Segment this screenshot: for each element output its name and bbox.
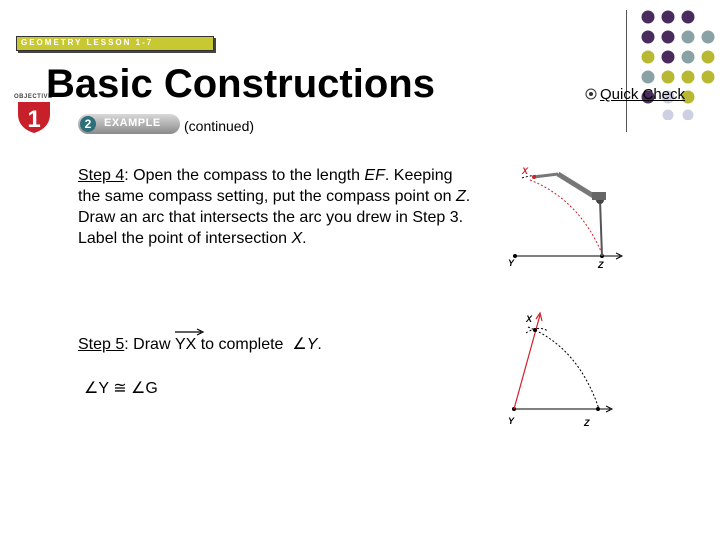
objective-number: 1 bbox=[27, 106, 41, 133]
construction-figure-step5 bbox=[500, 305, 620, 430]
point-x: X bbox=[291, 230, 303, 247]
fig1-label-y: Y bbox=[508, 258, 515, 268]
step4-label: Step 4 bbox=[78, 167, 125, 184]
step4-text-4: . bbox=[302, 230, 307, 247]
ray-label: YX bbox=[174, 336, 197, 353]
example-number: 2 bbox=[80, 116, 96, 132]
step4-text-3: . Draw an arc that intersects the arc you drew in Step 3. Label the point of intersection bbox=[78, 188, 471, 247]
fig2-label-y: Y bbox=[508, 416, 515, 426]
continued-label: (continued) bbox=[184, 118, 255, 134]
decorative-dot-grid bbox=[630, 8, 720, 120]
example-badge bbox=[78, 114, 180, 134]
lesson-banner bbox=[16, 36, 214, 51]
step5-paragraph bbox=[78, 334, 322, 354]
step5-text-3: . bbox=[317, 336, 322, 353]
decorative-divider bbox=[626, 10, 627, 132]
fig1-label-z: Z bbox=[598, 260, 604, 270]
ray-yx bbox=[175, 336, 196, 353]
fig2-label-x: X bbox=[526, 314, 533, 324]
congruence-statement bbox=[84, 378, 158, 398]
angle-y: Y bbox=[306, 336, 318, 353]
fig1-label-x: X bbox=[522, 166, 529, 176]
page-title: Basic Constructions bbox=[46, 62, 435, 106]
segment-ef: EF bbox=[364, 167, 385, 184]
angle-icon: ∠ bbox=[84, 380, 99, 397]
step4-text-1: : Open the compass to the length bbox=[124, 167, 365, 184]
lesson-tag: GEOMETRY LESSON 1-7 bbox=[21, 38, 154, 47]
angle-icon: ∠ bbox=[131, 380, 146, 397]
construction-figure-step4 bbox=[500, 160, 630, 275]
ray-arrow-icon bbox=[175, 327, 205, 337]
fig2-label-z: Z bbox=[584, 418, 590, 428]
point-z: Z bbox=[455, 188, 466, 205]
quick-check-link[interactable] bbox=[584, 86, 685, 103]
example-label: EXAMPLE bbox=[104, 117, 161, 129]
congruence-right: G bbox=[145, 380, 158, 397]
quick-check-label[interactable]: Quick Check bbox=[600, 86, 686, 103]
congruent-symbol: ≅ bbox=[113, 380, 127, 397]
step5-text-2: to complete bbox=[196, 336, 288, 353]
congruence-left: Y bbox=[98, 380, 109, 397]
step5-label: Step 5 bbox=[78, 336, 125, 353]
objective-label: OBJECTIVE bbox=[14, 94, 53, 100]
step5-text-1: : Draw bbox=[124, 336, 175, 353]
step4-text-2: . Keeping the same compass setting, put the compass point on bbox=[78, 167, 456, 205]
angle-icon: ∠ bbox=[292, 336, 307, 353]
step4-paragraph bbox=[78, 165, 478, 249]
